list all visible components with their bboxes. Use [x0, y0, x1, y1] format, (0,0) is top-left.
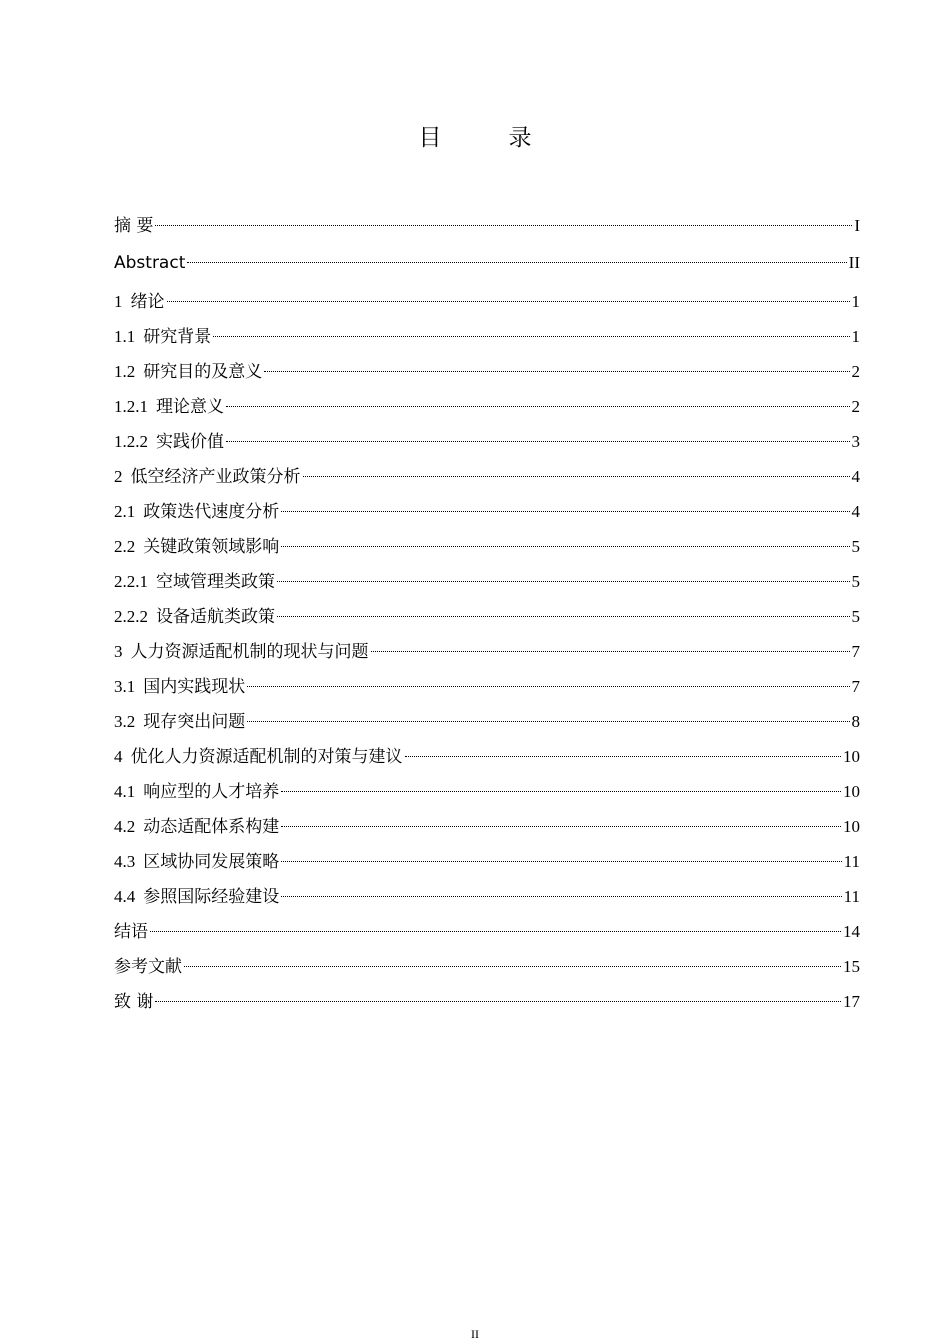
toc-entry-page: 4	[851, 467, 860, 486]
toc-entry-page: 1	[851, 292, 860, 311]
toc-entry[interactable]	[114, 354, 860, 389]
table-of-contents	[114, 208, 860, 1021]
page-number-footer: II	[471, 1327, 479, 1341]
toc-entry[interactable]	[114, 245, 860, 284]
toc-entry[interactable]	[114, 529, 860, 564]
toc-entry[interactable]	[114, 319, 860, 354]
toc-entry-number: 1.1	[114, 327, 136, 346]
toc-entry-page: 5	[851, 537, 860, 556]
toc-entry-number: 4.2	[114, 817, 136, 836]
toc-entry-page: 10	[843, 747, 860, 766]
toc-entry-page: 2	[851, 397, 860, 416]
toc-entry[interactable]	[114, 669, 860, 704]
toc-entry[interactable]	[114, 599, 860, 634]
toc-entry-label	[114, 950, 182, 985]
toc-entry[interactable]	[114, 494, 860, 529]
toc-entry[interactable]	[114, 879, 860, 914]
toc-entry-page: 17	[843, 992, 860, 1011]
toc-entry-label	[114, 284, 165, 320]
toc-entry-page: I	[854, 216, 860, 235]
toc-dot-leader	[226, 440, 850, 442]
toc-entry-title: 国内实践现状	[143, 677, 246, 697]
toc-entry-page: 7	[851, 642, 860, 661]
toc-entry[interactable]	[114, 984, 860, 1021]
toc-entry-label	[114, 459, 301, 495]
toc-entry-label	[114, 704, 245, 740]
toc-entry-page: II	[848, 253, 860, 272]
toc-entry-title: 参考文献	[114, 957, 182, 977]
toc-entry[interactable]	[114, 208, 860, 245]
toc-entry[interactable]	[114, 564, 860, 599]
toc-dot-leader	[281, 545, 849, 547]
toc-entry-number: 3	[114, 642, 123, 661]
toc-entry[interactable]	[114, 424, 860, 459]
toc-entry[interactable]	[114, 459, 860, 494]
toc-dot-leader	[405, 755, 842, 757]
toc-entry-label	[114, 879, 279, 915]
toc-dot-leader	[281, 825, 841, 827]
toc-entry-page: 1	[851, 327, 860, 346]
toc-entry-title: 空域管理类政策	[156, 572, 275, 592]
toc-entry-title: 关键政策领域影响	[143, 537, 280, 557]
toc-entry-title: 低空经济产业政策分析	[130, 467, 301, 487]
toc-entry-title: 区域协同发展策略	[143, 852, 280, 872]
toc-entry-number: 4.4	[114, 887, 136, 906]
toc-entry-label	[114, 564, 275, 600]
toc-entry-title: 设备适航类政策	[156, 607, 275, 627]
toc-dot-leader	[167, 300, 850, 302]
toc-entry-title: 摘 要	[114, 216, 154, 236]
toc-entry-label	[114, 319, 211, 355]
toc-entry-page: 5	[851, 607, 860, 626]
toc-entry-title: 实践价值	[156, 432, 224, 452]
toc-entry-label	[114, 529, 279, 565]
toc-entry[interactable]	[114, 389, 860, 424]
toc-entry-title: 响应型的人才培养	[143, 782, 280, 802]
toc-entry-label	[114, 209, 153, 244]
toc-entry-page: 2	[851, 362, 860, 381]
toc-dot-leader	[371, 650, 850, 652]
toc-entry-label	[114, 354, 262, 390]
toc-entry-label	[114, 844, 279, 880]
toc-entry-page: 10	[843, 782, 860, 801]
toc-dot-leader	[281, 790, 841, 792]
toc-entry-label	[114, 246, 185, 281]
toc-entry-title: 政策迭代速度分析	[143, 502, 280, 522]
toc-entry-title: 现存突出问题	[143, 712, 246, 732]
toc-entry-page: 7	[851, 677, 860, 696]
toc-dot-leader	[264, 370, 849, 372]
toc-entry-page: 15	[843, 957, 860, 976]
toc-entry-label	[114, 985, 153, 1020]
toc-entry-page: 3	[851, 432, 860, 451]
toc-entry-number: 2.2	[114, 537, 136, 556]
toc-entry-title: 动态适配体系构建	[143, 817, 280, 837]
toc-dot-leader	[277, 580, 850, 582]
toc-dot-leader	[226, 405, 850, 407]
toc-entry-page: 4	[851, 502, 860, 521]
toc-entry-title: Abstract	[114, 253, 186, 273]
toc-entry-label	[114, 915, 148, 950]
toc-entry-number: 1.2.1	[114, 397, 148, 416]
toc-entry[interactable]	[114, 704, 860, 739]
toc-entry[interactable]	[114, 739, 860, 774]
toc-dot-leader	[281, 895, 841, 897]
toc-entry-page: 10	[843, 817, 860, 836]
toc-entry-label	[114, 809, 279, 845]
toc-entry-label	[114, 599, 275, 635]
toc-dot-leader	[247, 720, 849, 722]
toc-entry-number: 2.1	[114, 502, 136, 521]
toc-entry-label	[114, 634, 369, 670]
toc-entry-title: 理论意义	[156, 397, 224, 417]
toc-entry-page: 8	[851, 712, 860, 731]
toc-entry-page: 14	[843, 922, 860, 941]
toc-dot-leader	[303, 475, 850, 477]
toc-entry-title: 人力资源适配机制的现状与问题	[130, 642, 369, 662]
toc-entry-number: 4	[114, 747, 123, 766]
toc-dot-leader	[277, 615, 850, 617]
toc-dot-leader	[187, 261, 846, 263]
toc-entry[interactable]	[114, 774, 860, 809]
toc-entry-title: 研究目的及意义	[143, 362, 263, 382]
toc-entry[interactable]	[114, 634, 860, 669]
toc-dot-leader	[281, 860, 841, 862]
toc-entry-title: 结语	[114, 922, 148, 942]
toc-entry-number: 4.1	[114, 782, 136, 801]
toc-entry-label	[114, 424, 224, 460]
toc-entry-label	[114, 494, 279, 530]
toc-dot-leader	[155, 224, 852, 226]
toc-dot-leader	[213, 335, 849, 337]
toc-entry-title: 参照国际经验建设	[143, 887, 280, 907]
toc-entry-number: 4.3	[114, 852, 136, 871]
toc-entry-label	[114, 739, 403, 775]
toc-dot-leader	[247, 685, 849, 687]
toc-entry-number: 1	[114, 292, 123, 311]
toc-entry[interactable]	[114, 809, 860, 844]
toc-entry-number: 1.2	[114, 362, 136, 381]
toc-entry[interactable]	[114, 844, 860, 879]
toc-entry-label	[114, 669, 245, 705]
page-title: 目 录	[418, 125, 554, 151]
toc-entry-title: 致 谢	[114, 992, 154, 1012]
toc-entry[interactable]	[114, 914, 860, 949]
toc-entry-title: 研究背景	[143, 327, 212, 347]
toc-entry-label	[114, 389, 224, 425]
toc-entry-label	[114, 774, 279, 810]
toc-entry-number: 1.2.2	[114, 432, 148, 451]
toc-dot-leader	[155, 1000, 841, 1002]
toc-entry-number: 2.2.2	[114, 607, 148, 626]
toc-dot-leader	[150, 930, 841, 932]
toc-entry-title: 优化人力资源适配机制的对策与建议	[130, 747, 403, 767]
toc-entry-page: 5	[851, 572, 860, 591]
toc-dot-leader	[184, 965, 841, 967]
toc-entry-number: 2	[114, 467, 123, 486]
toc-entry-number: 3.1	[114, 677, 136, 696]
toc-entry-number: 3.2	[114, 712, 136, 731]
toc-dot-leader	[281, 510, 849, 512]
toc-entry[interactable]	[114, 949, 860, 984]
toc-entry-page: 11	[843, 887, 860, 906]
toc-entry-title: 绪论	[130, 292, 165, 312]
toc-entry-page: 11	[843, 852, 860, 871]
toc-entry-number: 2.2.1	[114, 572, 148, 591]
toc-entry[interactable]	[114, 284, 860, 319]
